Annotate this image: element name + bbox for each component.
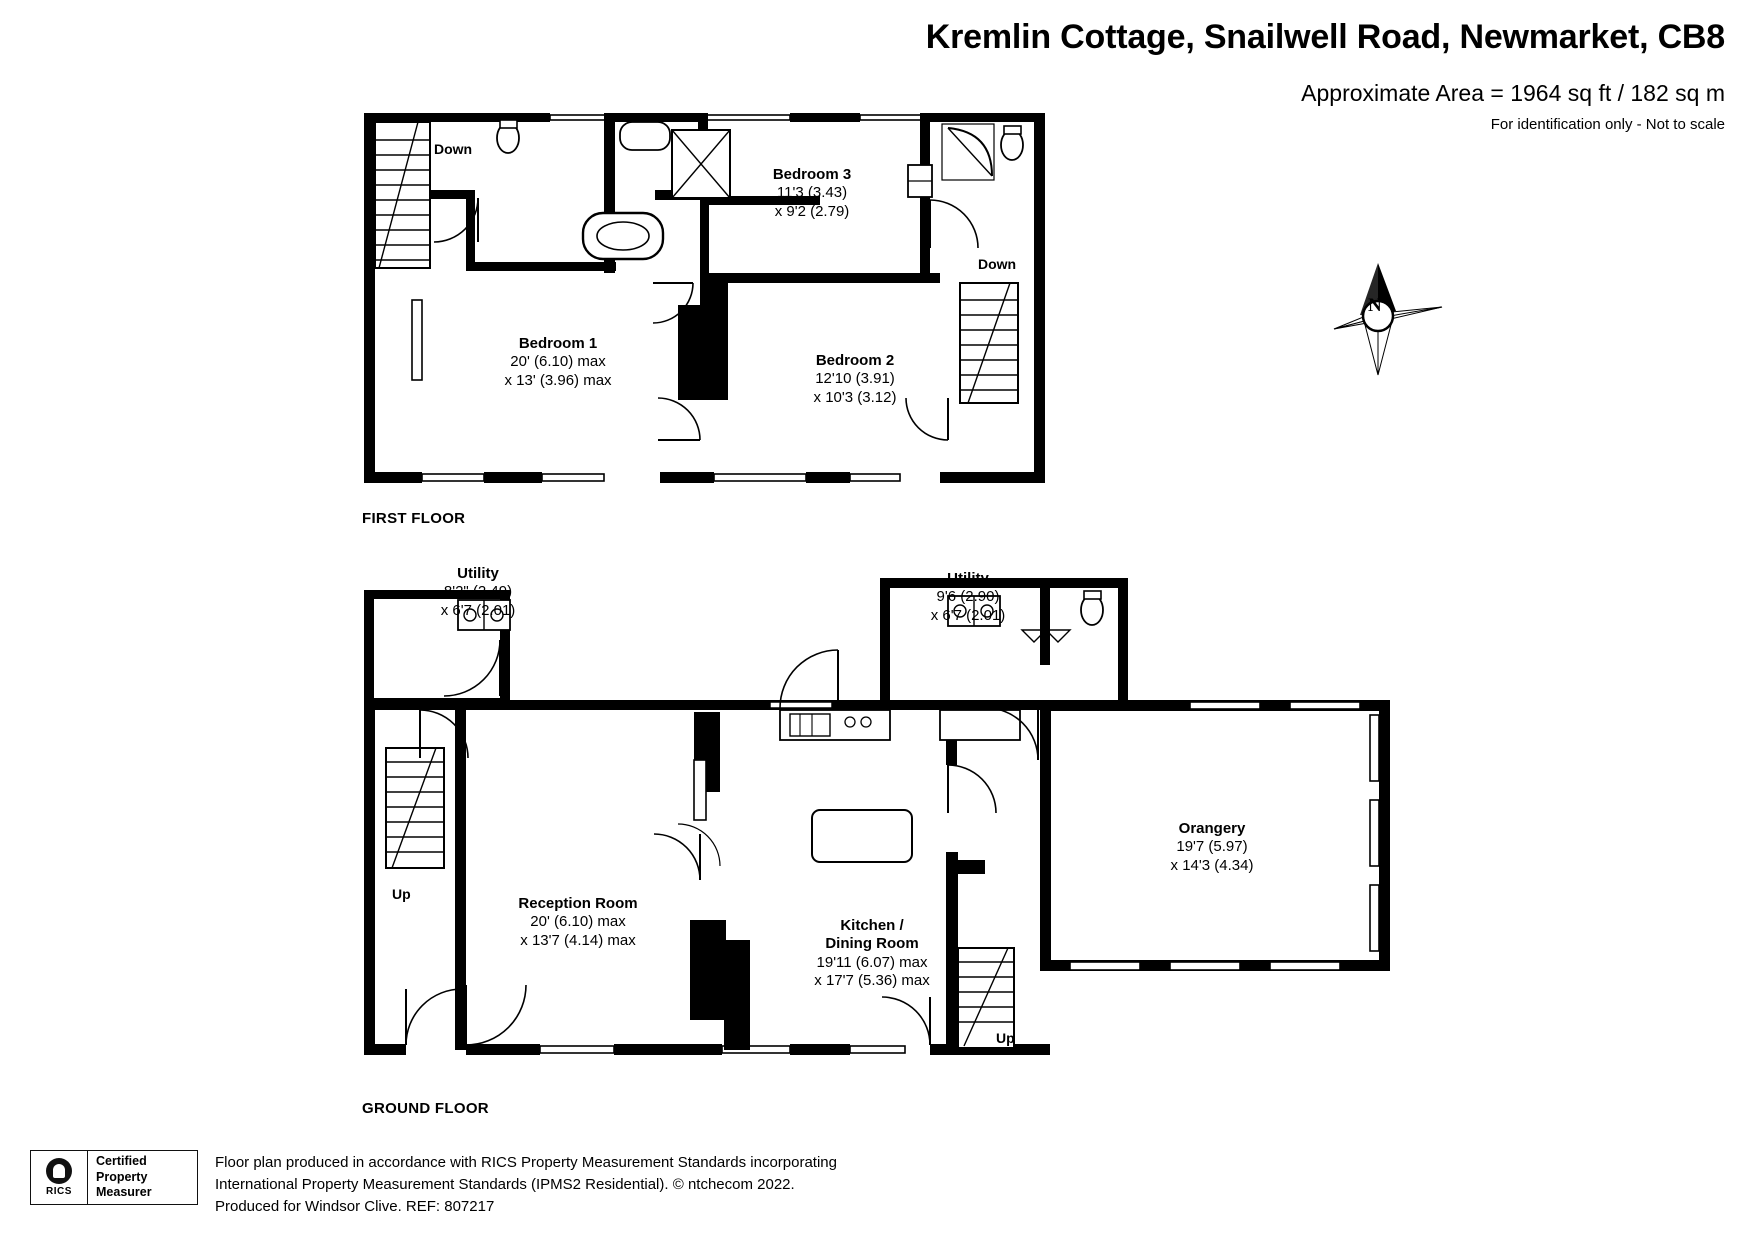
area-summary: Approximate Area = 1964 sq ft / 182 sq m: [1301, 80, 1725, 106]
room-name: Utility: [947, 570, 989, 587]
room-dimension-2: x 6'7 (2.01): [440, 601, 516, 619]
room-dimension-1: 11'3 (3.43): [776, 184, 848, 202]
room-label-orangery: [1171, 820, 1254, 875]
room-dimension-2: x 13' (3.96) max: [504, 371, 612, 389]
footer-line-2: International Property Measurement Standards (IPMS2 Residential). © ntchecom 2022.: [215, 1175, 795, 1193]
ground-floor-marker-up-right: Up: [996, 1030, 1015, 1046]
room-name: Orangery: [1178, 820, 1246, 837]
room-dimension-1: 20' (6.10) max: [530, 913, 626, 931]
room-dimension-1: 20' (6.10) max: [510, 353, 606, 371]
room-dimension-1: 8'2" (2.49): [443, 583, 513, 601]
room-name: Utility: [457, 565, 499, 582]
room-dimension-1: 19'11 (6.07) max: [816, 953, 928, 971]
room-name: Bedroom 2: [815, 352, 895, 369]
ground-floor-marker-up-left: Up: [392, 886, 411, 902]
room-name: Reception Room: [518, 895, 638, 912]
footer-disclaimer: [215, 1152, 837, 1217]
room-dimension-2: x 6'7 (2.01): [930, 606, 1006, 624]
room-name: Kitchen /: [840, 917, 904, 934]
first-floor-marker-down-right: Down: [978, 256, 1017, 272]
page-title: Kremlin Cottage, Snailwell Road, Newmarket, CB8: [925, 18, 1725, 56]
footer-line-1: Floor plan produced in accordance with RICS Property Measurement Standards incorporating: [215, 1154, 837, 1171]
room-label-utility-left: [441, 565, 516, 620]
rics-cert-line-1: Certified: [96, 1154, 147, 1169]
first-floor-caption: FIRST FLOOR: [362, 510, 466, 527]
first-floor-marker-down-left: Down: [434, 141, 473, 157]
room-dimension-2: x 17'7 (5.36) max: [814, 971, 930, 989]
room-name-line2: Dining Room: [825, 935, 919, 953]
rics-logo-label: RICS: [46, 1186, 72, 1197]
room-dimension-1: 9'6 (2.90): [936, 588, 1000, 606]
footer-line-3: Produced for Windsor Clive. REF: 807217: [215, 1197, 495, 1215]
room-label-reception-room: [518, 895, 637, 950]
room-dimension-1: 19'7 (5.97): [1176, 838, 1248, 856]
rics-mark-icon: [46, 1158, 72, 1184]
room-dimension-2: x 10'3 (3.12): [813, 388, 897, 406]
compass-north-label: N: [1368, 295, 1382, 316]
room-label-kitchen-dining-room: [814, 917, 929, 990]
room-dimension-1: 12'10 (3.91): [815, 370, 895, 388]
rics-cert-line-3: Measurer: [96, 1185, 152, 1200]
rics-certification-badge: [30, 1150, 198, 1205]
room-label-utility-right: [931, 570, 1006, 625]
room-name: Bedroom 1: [518, 335, 598, 352]
room-dimension-2: x 13'7 (4.14) max: [520, 931, 636, 949]
room-dimension-2: x 14'3 (4.34): [1170, 856, 1254, 874]
rics-cert-line-2: Property: [96, 1169, 148, 1184]
room-dimension-2: x 9'2 (2.79): [774, 202, 850, 220]
rics-certified-text: [88, 1154, 152, 1201]
room-name: Bedroom 3: [772, 166, 852, 183]
ground-floor-caption: GROUND FLOOR: [362, 1100, 489, 1117]
rics-logo: [31, 1151, 88, 1204]
identification-note: For identification only - Not to scale: [1490, 116, 1725, 133]
